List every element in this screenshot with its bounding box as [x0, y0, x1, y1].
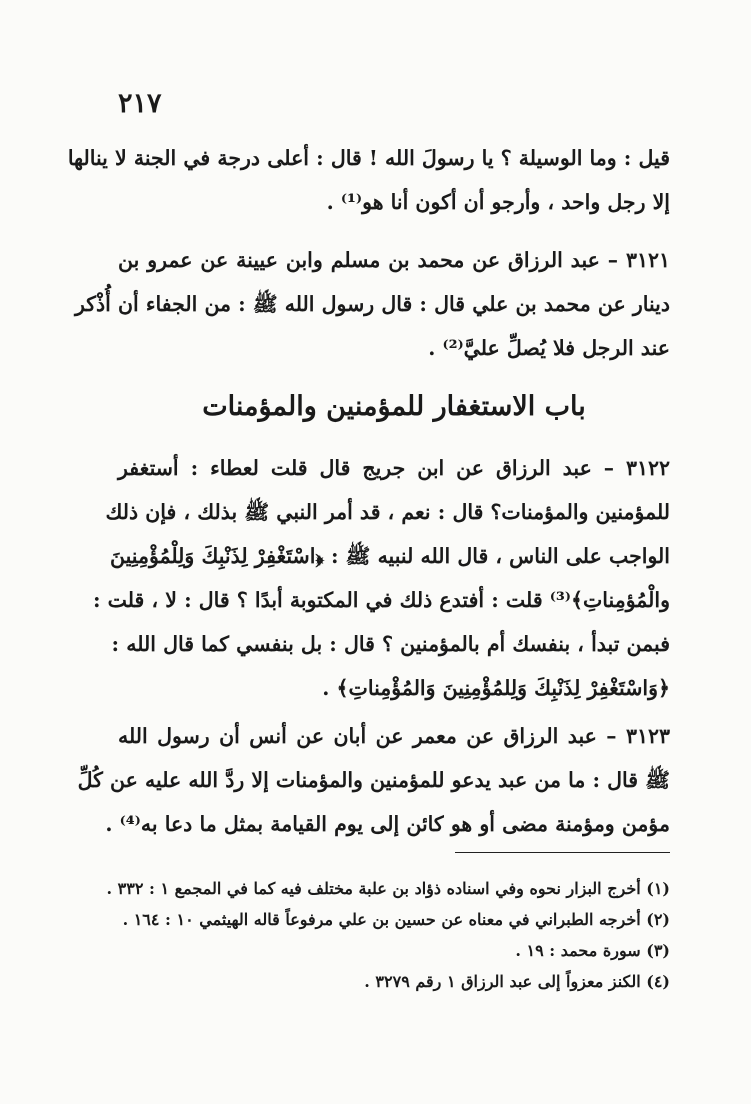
text-line: ٣١٢٣ – عبد الرزاق عن معمر عن أبان عن أنس أن رسول الله	[118, 724, 670, 748]
paragraph-wasila	[67, 136, 670, 224]
footnote: (٣) سورة محمد : ١٩ .	[515, 941, 670, 960]
text-line: فبمن تبدأ ، بنفسك أم بالمؤمنين ؟ قال : بل بنفسي كما قال الله :	[111, 632, 670, 656]
text-line: إلا رجل واحد ، وأرجو أن أكون أنا هو⁽¹⁾ .	[326, 190, 670, 214]
hadith-3123	[77, 714, 670, 846]
text-line: ﴿وَاسْتَغْفِرْ لِذَنْبِكَ وَلِلمُؤْمِنِينَ وَالمُؤْمِناتِ﴾ .	[322, 676, 670, 700]
text-line: والْمُؤمِناتِ﴾⁽³⁾ قلت : أفتدع ذلك في المكتوبة أبدًا ؟ قال : لا ، قلت :	[92, 588, 670, 612]
text-line: عند الرجل فلا يُصلِّ عليَّ⁽²⁾ .	[428, 336, 670, 360]
hadith-3121	[74, 238, 670, 370]
text-line: ٣١٢١ – عبد الرزاق عن محمد بن مسلم وابن عيينة عن عمرو بن	[118, 248, 670, 272]
footnote-divider	[455, 852, 670, 853]
hadith-3122	[92, 446, 670, 710]
footnote: (١) أخرج البزار نحوه وفي اسناده ذؤاد بن علبة مختلف فيه كما في المجمع ١ : ٣٣٢ .	[106, 879, 670, 898]
footnote: (٤) الكنز معزواً إلى عبد الرزاق ١ رقم ٣٢٧٩ .	[364, 972, 670, 991]
text-line: مؤمن ومؤمنة مضى أو هو كائن إلى يوم القيامة بمثل ما دعا به⁽⁴⁾ .	[105, 812, 670, 836]
chapter-title: باب الاستغفار للمؤمنين والمؤمنات	[202, 391, 586, 422]
text-line: دينار عن محمد بن علي قال : قال رسول الله ﷺ : من الجفاء أن أُذْكر	[74, 292, 670, 316]
page-number: ٢١٧	[118, 88, 162, 119]
footnotes	[106, 873, 670, 997]
text-line: قيل : وما الوسيلة ؟ يا رسولَ الله ! قال : أعلى درجة في الجنة لا ينالها	[67, 146, 670, 170]
text-line: ﷺ قال : ما من عبد يدعو للمؤمنين والمؤمنات إلا ردَّ الله عليه عن كُلِّ	[77, 768, 670, 792]
text-line: الواجب على الناس ، قال الله لنبيه ﷺ : ﴿اسْتَغْفِرْ لِذَنْبِكَ وَلِلْمُؤْمِنِينَ	[109, 544, 670, 568]
footnote: (٢) أخرجه الطبراني في معناه عن حسين بن علي مرفوعاً قاله الهيثمي ١٠ : ١٦٤ .	[122, 910, 670, 929]
text-line: ٣١٢٢ – عبد الرزاق عن ابن جريج قال قلت لعطاء : أستغفر	[118, 456, 670, 480]
text-line: للمؤمنين والمؤمنات؟ قال : نعم ، قد أمر النبي ﷺ بذلك ، فإن ذلك	[105, 500, 670, 524]
